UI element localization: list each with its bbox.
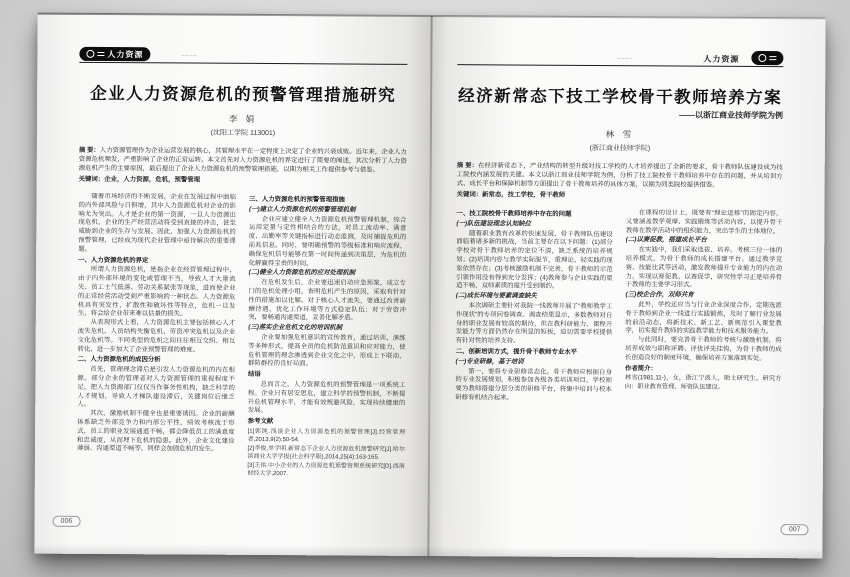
sub-heading: (三)校企合作，双师共育 [625,291,694,299]
paragraph: 在课程的设计上，既要有“理论进修”的固定内容，又要涵盖教学观摩、实践锻炼等活动内容，以提升骨干教师在教学活动中的组织能力，突出学生的主体地位。 [625,209,783,235]
keywords-label: 关键词： [456,191,483,199]
abstract [457,161,783,190]
journal-brand-badge [79,47,150,61]
keywords [79,175,407,186]
abstract-label: 摘 要： [456,162,479,170]
paragraph: 在实践中，我们采取选拔、培养、考核三位一体的培养模式，为骨干教师的成长搭建平台。通过教学竞赛、技能比武等活动，激发教师提升专业能力的内在动力，实现以赛促教、以赛促学，研究性学习正是培养骨干教师的主要学习形式。 [625,246,783,289]
paragraph: 随着职业教育改革的快速发展，骨干教师队伍建设面临着诸多新的挑战，当前主要存在以下问题：(1)部分学校对骨干教师培养的定位不清，缺乏系统的培养规划；(2)培训内容与教学实际脱节，重理论、轻实践的现象依然存在；(3)考核激励机制不完善，骨干教师的示范引领作用没有得到充分发挥；(4)教师参与企业实践的渠道不畅，双师素质的提升受到制约。 [455,229,613,291]
sub-heading: (二)以赛促教，搭建成长平台 [625,236,707,245]
paragraph: 首先，管理理念滞后是引发人力资源危机的内在根源。部分企业的管理者对人力资源管理的重视程度不足，把人力资源部门仅仅当作事务性机构，缺乏科学的人才规划，导致人才梯队建设滞后，关键岗位后继乏人。 [77,366,236,409]
reference-item: [2]李俊,单学明.新常态下企业人力资源危机预警研究[J].哈尔滨商业大学学报(社会科学版),2014,25(4):163-165. [247,445,406,461]
abstract [79,146,407,175]
article-affiliation: (沈阳工学院 113001) [210,129,276,138]
article-subtitle: ——以浙江商业技师学院为例 [679,110,784,121]
journal-name: 人力资源 [107,49,144,59]
left-page-header [79,38,407,70]
author-bio: 林雪(1981.11-)，女，浙江宁波人，硕士研究生，研究方向：职业教育管理、师资队伍建设。 [624,374,782,391]
page-number: 006 [53,516,81,527]
paragraph: 总而言之，人力资源危机的预警管理是一项系统工程。企业只有居安思危，建立科学的预警机制，不断提升危机管理水平，才能有效规避风险，实现持续健康的发展。 [247,380,406,415]
article-author: 李 娟 [228,113,258,124]
abstract-text: 在经济新常态下，产业结构的转型升级对技工学校的人才培养提出了全新的要求，骨干教师队伍建设成为技工院校内涵发展的关键。本文以浙江商业技师学院为例，分析了技工院校骨干教师培养中存在的问题，并从培训方式、成长平台和保障机制等方面提出了骨干教师培养的具体方案，以期为同类院校提供借鉴。 [456,162,783,189]
paragraph: 其次，激励机制不健全也是重要诱因。企业的薪酬体系缺乏外部竞争力和内部公平性，绩效考核流于形式，员工的职业发展通道不畅，都会降低员工的满意度和忠诚度，从而埋下危机的隐患。此外，企业文化建设薄弱、沟通渠道不畅等，同样会加剧危机的发生。 [76,410,235,454]
paragraph: 在危机发生后，企业要迅速启动应急预案，成立专门的危机处理小组，查明危机产生的原因，采取有针对性的措施加以化解。对于核心人才流失，要通过改善薪酬待遇、优化工作环境等方式稳定队伍；对于劳资冲突，要畅通沟通渠道，妥善化解矛盾。 [248,279,407,322]
section-heading: 二、人力资源危机的成因分析 [77,356,161,364]
paragraph: 企业应建立健全人力资源危机预警管理机制，综合运用定量与定性相结合的方法，对员工流动率、满意度、出勤率等关键指标进行动态监测，及时捕捉危机的前兆信息。同时，要明确预警的等级标准和响应流程，确保危机信号能够在第一时间传递到决策层，为危机的化解赢得宝贵的时间。 [248,215,407,267]
brand-logo-icon [758,54,766,62]
article-body [454,208,782,556]
article-title: 经济新常态下技工学校骨干教师培养方案 [458,87,783,108]
abstract-label: 摘 要： [78,146,100,154]
paragraph: 随着市场经济的不断发展，企业在发展过程中面临的内外部风险与日俱增，其中人力资源危机对企业的影响尤为突出。人才是企业的第一资源，一旦人力资源出现危机，企业的生产经营活动将受到直接的冲击，甚至威胁到企业的生存与发展。因此，加强人力资源危机的预警管理，已经成为现代企业管理中亟待解决的重要课题。 [78,192,237,253]
sub-heading: (一)建立人力资源危机的预警管理机制 [248,205,356,214]
section-heading: 一、人力资源危机的界定 [78,256,149,264]
header-dots: ┄┄┄┄ [617,56,634,63]
paragraph: 所谓人力资源危机，是指企业在经营管理过程中，由于内外部环境的变化或管理不当，导致人才大量流失、员工士气低落、劳动关系紧张等现象，进而使企业的正常经营活动受到严重影响的一种状态。人力资源危机具有突发性、扩散性和破坏性等特点，危机一旦发生，将会给企业带来难以估量的损失。 [77,266,236,318]
left-column [76,193,236,540]
paragraph: 从表现形式上看，人力资源危机主要包括核心人才流失危机、人员结构失衡危机、劳资冲突危机以及企业文化危机等。不同类型的危机之间往往相互交织、相互转化，进一步加大了企业预警管理的难度。 [77,319,236,354]
abstract-text: 人力资源管理作为企业运营发展的核心，其管理水平在一定程度上决定了企业的兴衰成败。近年来，企业人力资源危机频发，严重影响了企业的正常运转。本文首先对人力资源危机的界定进行了简要的阐述，其次分析了人力资源危机产生的主要原因，最后提出了企业人力资源危机的预警管理措施，以期为相关工作提供参考与借鉴。 [78,146,407,174]
paragraph: 企业要加强危机意识的宣传教育，通过培训、演练等多种形式，提高全员的危机防范意识和应对能力，使危机管理的理念渗透到企业文化之中，形成上下联动、群防群控的良好局面。 [248,333,406,368]
right-column [624,209,783,556]
section-heading: 二、创新培训方式，提升骨干教师专业水平 [455,348,578,356]
open-book [34,14,825,559]
reference-item: [1]郭纯.浅谈企业人力资源危机的预警管理[J].经营管理者,2013,9(2):50-54. [247,428,406,444]
journal-name: 人力资源 [703,54,740,64]
header-dots: ┄┄┄┄ [181,53,198,60]
page-number: 007 [781,524,809,535]
paragraph: 第一，要将专业研修常态化。骨干教师应根据自身的专业发展规划，积极参加各级各类培训项目，学校则要为教师搭建分层分类的研修平台，将集中培训与校本研修有机结合起来。 [455,367,612,402]
sub-heading: (二)健全人力资源危机的应对处理机制 [248,269,356,277]
sub-heading: (一)队伍建设理念认知缺位 [456,219,531,228]
journal-brand-badge [751,51,783,65]
left-page [34,14,431,556]
paragraph: 与此同时，要完善骨干教师的考核与激励机制，将培养成效与职称评聘、评优评先挂钩，为骨干教师的成长创造良好的制度环境，确保培养方案落到实处。 [625,336,782,362]
article-title: 企业人力资源危机的预警管理措施研究 [90,84,397,105]
brand-minitext-icon [97,52,104,56]
right-page-header [457,40,783,72]
sub-heading: (一)专业研修，基于培训 [455,357,524,366]
right-column [247,194,407,541]
author-bio-heading: 作者简介： [624,364,657,372]
keywords [457,190,783,201]
keywords-label: 关键词： [78,175,105,184]
paragraph: 此外，学校还应当与行业企业深度合作，定期选派骨干教师到企业一线进行实践锻炼，及时了解行业发展的前沿动态，将新技术、新工艺、新规范引入课堂教学，切实提升教师的实践教学能力和技术服务能力。 [625,301,782,336]
article-author: 林 雪 [605,129,635,140]
right-page [428,16,825,558]
left-column [454,208,613,555]
article-affiliation: (浙江商业技师学院) [589,144,651,153]
references-heading: 参考文献 [247,418,274,426]
reference-item: [3]王伟.中小企业的人力资源危机预警管理系统研究[D].西南财经大学,2007. [247,462,405,478]
keywords-text: 企业，人力资源，危机，预警管理 [104,176,201,184]
sub-heading: (三)落实企业危机文化的培训机制 [248,324,342,332]
paragraph: 本次调研主要针对我院一线教师开展了“教师教学工作现状”的专项问卷调查。调查结果显示，多数教师对自身的职业发展有较高的期待，但在教科研能力、课程开发能力等方面仍然存在明显的短板，迫切需要学校提供有针对性的培养支持。 [455,302,613,345]
section-heading: 一、技工院校骨干教师培养中存在的问题 [456,210,572,218]
conclusion-heading: 结语 [247,371,261,379]
section-heading: 三、人力资源危机的预警管理措施 [249,195,345,204]
article-body [76,193,406,541]
sub-heading: (二)成长环境与要素调查缺失 [455,292,537,300]
brand-logo-icon [86,50,94,58]
brand-minitext-icon [769,56,776,60]
header-rule [79,62,407,65]
keywords-text: 新常态，技工学校，骨干教师 [482,191,566,199]
